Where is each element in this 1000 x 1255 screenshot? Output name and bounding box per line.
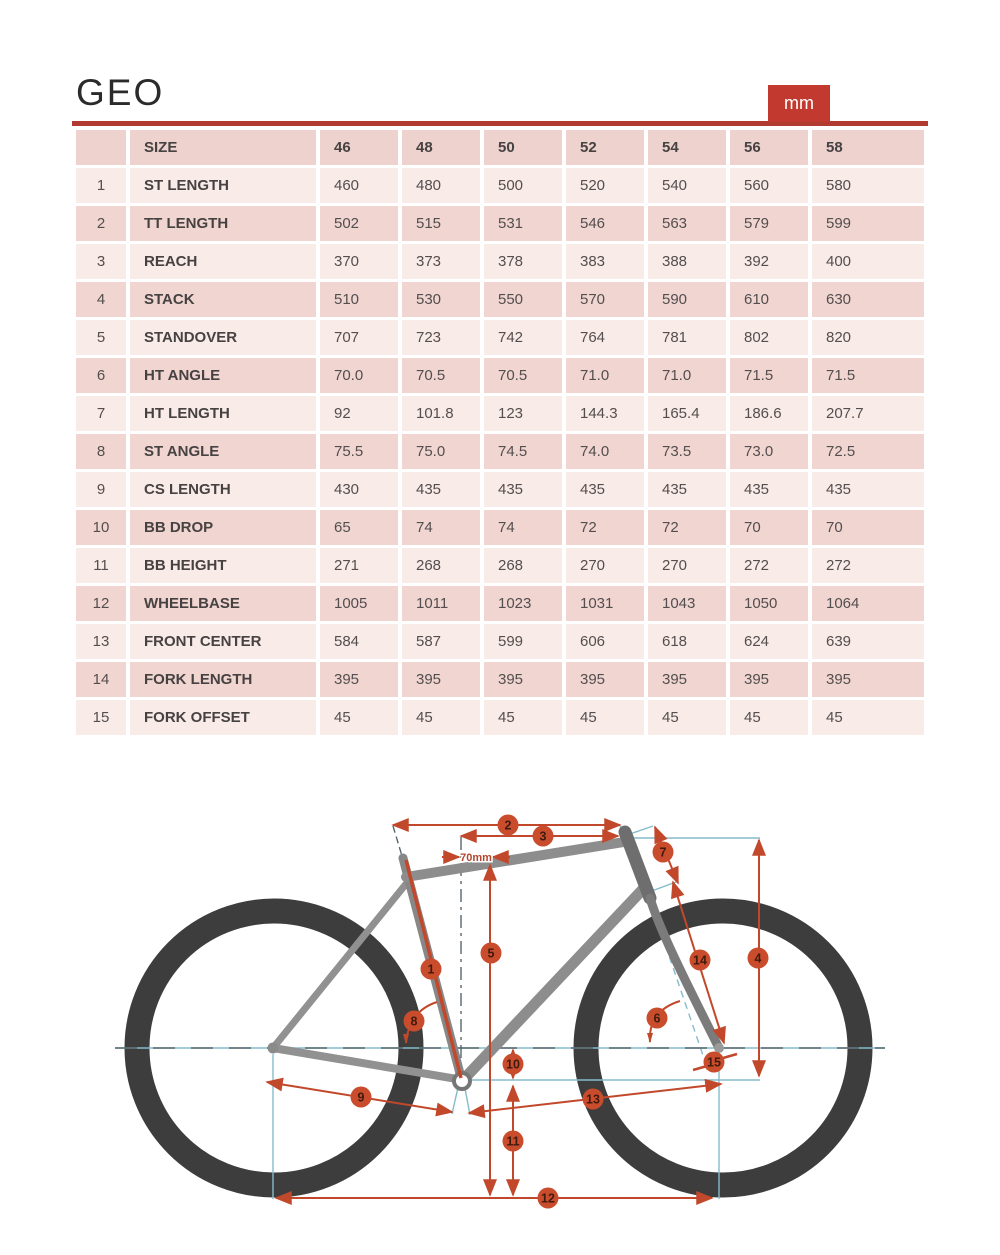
svg-text:11: 11 xyxy=(506,1134,520,1149)
row-value: 92 xyxy=(320,396,398,431)
row-value: 630 xyxy=(812,282,924,317)
row-num: 13 xyxy=(76,624,126,659)
row-value: 71.5 xyxy=(812,358,924,393)
row-value: 1064 xyxy=(812,586,924,621)
callout-3-badge xyxy=(533,826,554,847)
row-value: 1005 xyxy=(320,586,398,621)
row-value: 74.5 xyxy=(484,434,562,469)
dim-fork-offset-tick-b xyxy=(723,1054,737,1058)
bike-diagram-svg xyxy=(0,780,1000,1250)
callout-8-badge xyxy=(404,1011,425,1032)
row-label: WHEELBASE xyxy=(130,586,316,621)
row-value: 435 xyxy=(484,472,562,507)
row-label: STACK xyxy=(130,282,316,317)
page-title: GEO xyxy=(76,72,165,113)
svg-text:9: 9 xyxy=(357,1090,365,1105)
row-value: 587 xyxy=(402,624,480,659)
row-value: 502 xyxy=(320,206,398,241)
row-value: 550 xyxy=(484,282,562,317)
table-row xyxy=(76,700,924,735)
row-value: 395 xyxy=(566,662,644,697)
row-value: 45 xyxy=(402,700,480,735)
svg-text:15: 15 xyxy=(707,1055,721,1070)
row-label: REACH xyxy=(130,244,316,279)
row-value: 1023 xyxy=(484,586,562,621)
row-value: 618 xyxy=(648,624,726,659)
callout-11-badge xyxy=(503,1131,524,1152)
table-row xyxy=(76,510,924,545)
callout-15-badge xyxy=(704,1052,725,1073)
row-value: 530 xyxy=(402,282,480,317)
row-label: FORK LENGTH xyxy=(130,662,316,697)
row-value: 45 xyxy=(566,700,644,735)
row-num: 8 xyxy=(76,434,126,469)
row-value: 590 xyxy=(648,282,726,317)
row-value: 599 xyxy=(484,624,562,659)
row-value: 70 xyxy=(730,510,808,545)
row-value: 268 xyxy=(402,548,480,583)
row-value: 74 xyxy=(402,510,480,545)
row-value: 70.5 xyxy=(402,358,480,393)
row-value: 270 xyxy=(566,548,644,583)
row-value: 707 xyxy=(320,320,398,355)
row-label: BB HEIGHT xyxy=(130,548,316,583)
row-value: 1031 xyxy=(566,586,644,621)
row-label: BB DROP xyxy=(130,510,316,545)
row-value: 802 xyxy=(730,320,808,355)
row-value: 520 xyxy=(566,168,644,203)
callout-9-badge xyxy=(351,1087,372,1108)
row-value: 395 xyxy=(484,662,562,697)
row-value: 610 xyxy=(730,282,808,317)
svg-text:7: 7 xyxy=(659,845,667,860)
row-value: 165.4 xyxy=(648,396,726,431)
row-label: HT ANGLE xyxy=(130,358,316,393)
table-row xyxy=(76,434,924,469)
geo-size-table xyxy=(72,127,928,738)
row-value: 72.5 xyxy=(812,434,924,469)
row-value: 75.0 xyxy=(402,434,480,469)
row-num: 14 xyxy=(76,662,126,697)
row-value: 563 xyxy=(648,206,726,241)
row-value: 392 xyxy=(730,244,808,279)
row-value: 546 xyxy=(566,206,644,241)
geo-table xyxy=(72,127,928,738)
row-value: 45 xyxy=(320,700,398,735)
chain-stay xyxy=(273,1048,457,1079)
row-value: 531 xyxy=(484,206,562,241)
table-row xyxy=(76,662,924,697)
row-value: 435 xyxy=(812,472,924,507)
row-num: 9 xyxy=(76,472,126,507)
row-value: 723 xyxy=(402,320,480,355)
row-value: 73.5 xyxy=(648,434,726,469)
table-row xyxy=(76,168,924,203)
row-value: 579 xyxy=(730,206,808,241)
row-num: 5 xyxy=(76,320,126,355)
svg-text:10: 10 xyxy=(506,1057,520,1072)
row-value: 74.0 xyxy=(566,434,644,469)
construction-lines xyxy=(115,826,885,1199)
table-row xyxy=(76,282,924,317)
svg-text:1: 1 xyxy=(427,962,435,977)
row-num: 10 xyxy=(76,510,126,545)
row-value: 1050 xyxy=(730,586,808,621)
svg-text:4: 4 xyxy=(754,951,762,966)
row-num: 12 xyxy=(76,586,126,621)
row-value: 430 xyxy=(320,472,398,507)
top-tube xyxy=(406,842,624,877)
row-value: 70.5 xyxy=(484,358,562,393)
row-num: 3 xyxy=(76,244,126,279)
table-row xyxy=(76,586,924,621)
row-value: 395 xyxy=(320,662,398,697)
row-value: 388 xyxy=(648,244,726,279)
svg-text:3: 3 xyxy=(539,829,547,844)
callout-6-badge xyxy=(647,1008,668,1029)
row-value: 570 xyxy=(566,282,644,317)
svg-text:6: 6 xyxy=(653,1011,661,1026)
row-num: 7 xyxy=(76,396,126,431)
table-row xyxy=(76,472,924,507)
row-value: 480 xyxy=(402,168,480,203)
row-value: 400 xyxy=(812,244,924,279)
row-value: 500 xyxy=(484,168,562,203)
row-value: 74 xyxy=(484,510,562,545)
table-row xyxy=(76,206,924,241)
row-value: 395 xyxy=(812,662,924,697)
svg-text:12: 12 xyxy=(541,1191,555,1206)
row-value: 268 xyxy=(484,548,562,583)
row-value: 270 xyxy=(648,548,726,583)
table-row xyxy=(76,624,924,659)
front-dropout xyxy=(714,1043,724,1053)
header-size-54: 54 xyxy=(648,130,726,165)
row-value: 373 xyxy=(402,244,480,279)
svg-text:8: 8 xyxy=(410,1014,418,1029)
header-size-label: SIZE xyxy=(130,130,316,165)
row-value: 45 xyxy=(648,700,726,735)
row-value: 1011 xyxy=(402,586,480,621)
table-header-row xyxy=(76,130,924,165)
row-value: 1043 xyxy=(648,586,726,621)
row-value: 395 xyxy=(648,662,726,697)
row-value: 540 xyxy=(648,168,726,203)
row-value: 435 xyxy=(566,472,644,507)
svg-text:14: 14 xyxy=(693,953,707,968)
row-value: 144.3 xyxy=(566,396,644,431)
row-value: 271 xyxy=(320,548,398,583)
row-value: 272 xyxy=(812,548,924,583)
row-value: 820 xyxy=(812,320,924,355)
row-value: 207.7 xyxy=(812,396,924,431)
row-value: 70 xyxy=(812,510,924,545)
row-value: 101.8 xyxy=(402,396,480,431)
row-value: 599 xyxy=(812,206,924,241)
row-value: 435 xyxy=(648,472,726,507)
row-label: TT LENGTH xyxy=(130,206,316,241)
callout-12-badge xyxy=(538,1188,559,1209)
row-label: ST ANGLE xyxy=(130,434,316,469)
svg-text:13: 13 xyxy=(586,1092,600,1107)
geo-table-body xyxy=(76,130,924,735)
callout-13-badge xyxy=(583,1089,604,1110)
row-num: 6 xyxy=(76,358,126,393)
row-value: 460 xyxy=(320,168,398,203)
row-value: 123 xyxy=(484,396,562,431)
table-row xyxy=(76,320,924,355)
row-value: 395 xyxy=(730,662,808,697)
row-value: 45 xyxy=(812,700,924,735)
row-num: 2 xyxy=(76,206,126,241)
header-size-56: 56 xyxy=(730,130,808,165)
row-value: 71.0 xyxy=(566,358,644,393)
row-value: 624 xyxy=(730,624,808,659)
row-value: 73.0 xyxy=(730,434,808,469)
row-value: 75.5 xyxy=(320,434,398,469)
row-value: 764 xyxy=(566,320,644,355)
row-value: 584 xyxy=(320,624,398,659)
bike-geometry-diagram xyxy=(0,780,1000,1250)
header-size-58: 58 xyxy=(812,130,924,165)
row-num: 4 xyxy=(76,282,126,317)
seventy-mm-label: 70mm xyxy=(460,852,492,864)
svg-text:2: 2 xyxy=(504,818,512,833)
callout-14-badge xyxy=(690,950,711,971)
row-value: 560 xyxy=(730,168,808,203)
row-value: 378 xyxy=(484,244,562,279)
row-value: 435 xyxy=(402,472,480,507)
row-value: 45 xyxy=(484,700,562,735)
row-label: ST LENGTH xyxy=(130,168,316,203)
row-value: 606 xyxy=(566,624,644,659)
table-row xyxy=(76,396,924,431)
callout-10-badge xyxy=(503,1054,524,1075)
row-value: 71.5 xyxy=(730,358,808,393)
row-value: 781 xyxy=(648,320,726,355)
row-num: 15 xyxy=(76,700,126,735)
row-value: 395 xyxy=(402,662,480,697)
row-value: 383 xyxy=(566,244,644,279)
callout-1-badge xyxy=(421,959,442,980)
row-value: 639 xyxy=(812,624,924,659)
row-value: 72 xyxy=(648,510,726,545)
callout-4-badge xyxy=(748,948,769,969)
row-value: 370 xyxy=(320,244,398,279)
table-row xyxy=(76,548,924,583)
row-value: 71.0 xyxy=(648,358,726,393)
svg-text:5: 5 xyxy=(487,946,495,961)
row-value: 742 xyxy=(484,320,562,355)
header-size-50: 50 xyxy=(484,130,562,165)
row-label: HT LENGTH xyxy=(130,396,316,431)
callout-2-badge xyxy=(498,815,519,836)
header-size-52: 52 xyxy=(566,130,644,165)
row-value: 580 xyxy=(812,168,924,203)
arc-arrowheads xyxy=(403,1033,653,1044)
row-label: FORK OFFSET xyxy=(130,700,316,735)
table-row xyxy=(76,358,924,393)
row-value: 515 xyxy=(402,206,480,241)
unit-badge: mm xyxy=(768,85,830,122)
row-value: 435 xyxy=(730,472,808,507)
rear-dropout xyxy=(268,1043,279,1054)
row-value: 272 xyxy=(730,548,808,583)
row-value: 72 xyxy=(566,510,644,545)
row-label: STANDOVER xyxy=(130,320,316,355)
header-size-46: 46 xyxy=(320,130,398,165)
row-value: 65 xyxy=(320,510,398,545)
header-size-48: 48 xyxy=(402,130,480,165)
row-num: 11 xyxy=(76,548,126,583)
callout-5-badge xyxy=(481,943,502,964)
row-value: 45 xyxy=(730,700,808,735)
row-label: CS LENGTH xyxy=(130,472,316,507)
row-label: FRONT CENTER xyxy=(130,624,316,659)
callout-7-badge xyxy=(653,842,674,863)
row-value: 510 xyxy=(320,282,398,317)
row-value: 186.6 xyxy=(730,396,808,431)
row-num: 1 xyxy=(76,168,126,203)
header-num-cell xyxy=(76,130,126,165)
row-value: 70.0 xyxy=(320,358,398,393)
table-row xyxy=(76,244,924,279)
